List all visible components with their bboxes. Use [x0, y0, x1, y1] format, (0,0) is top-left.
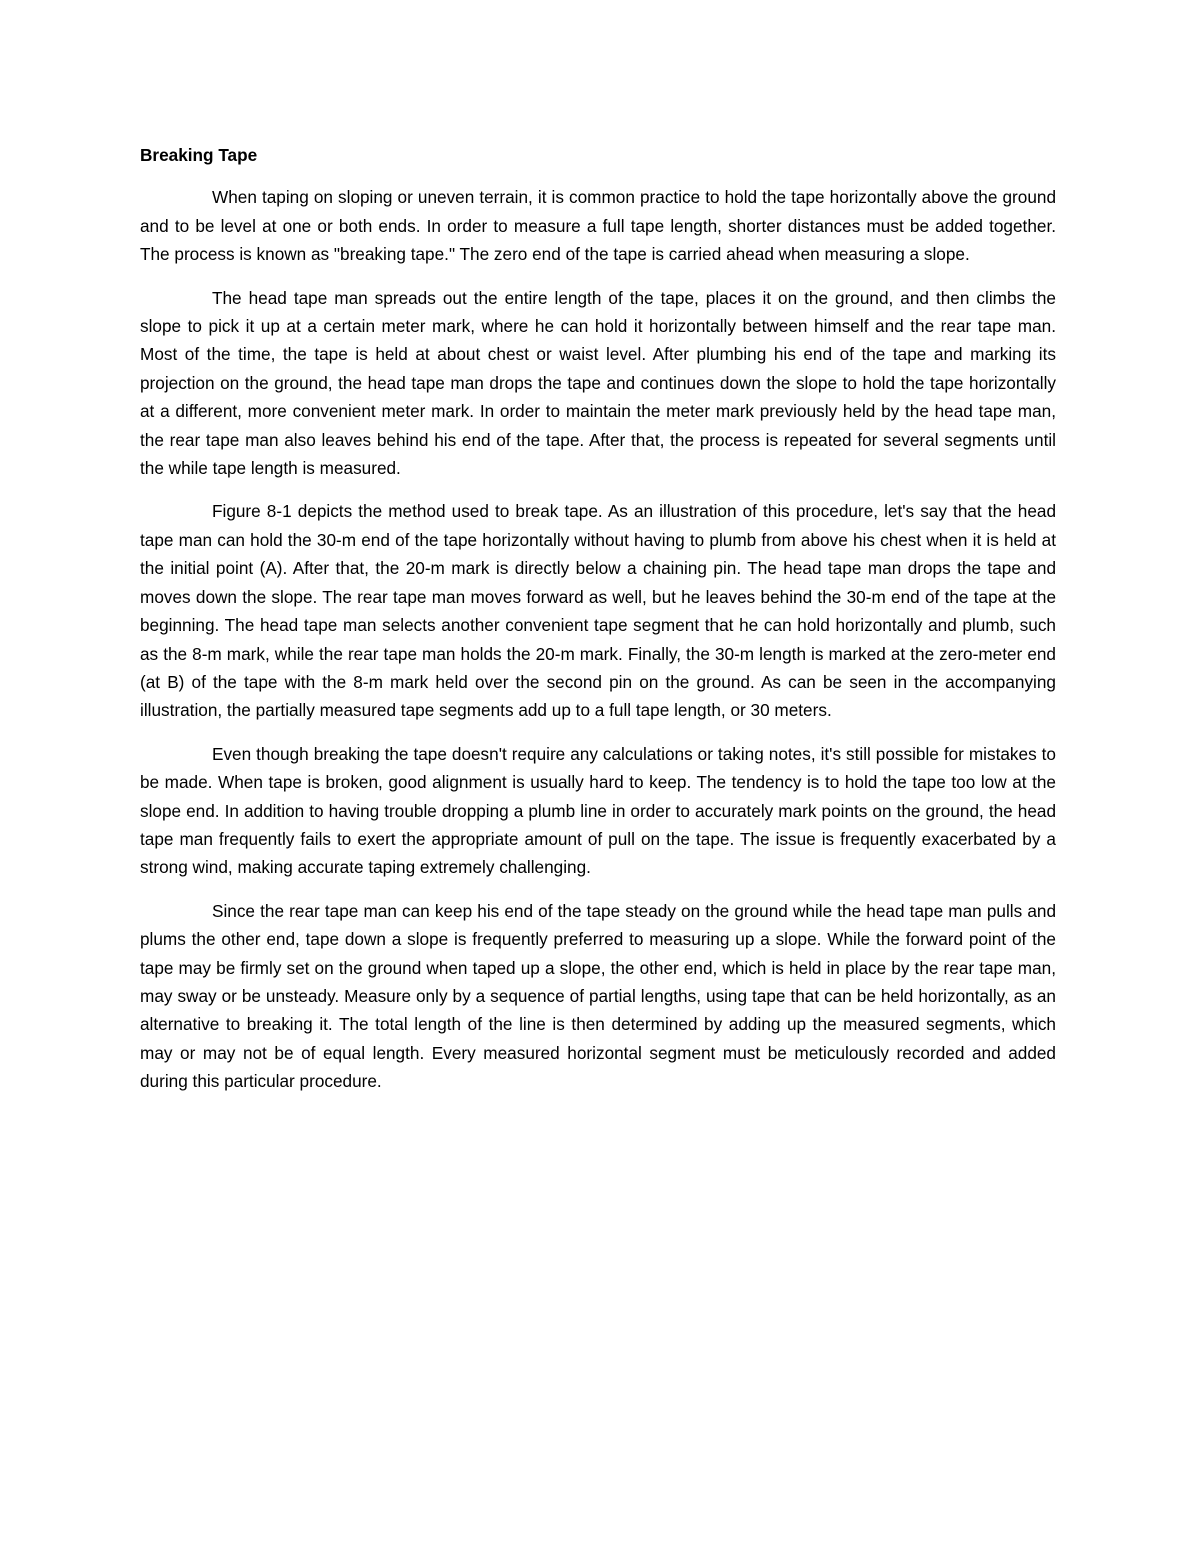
- paragraph-3: Figure 8-1 depicts the method used to break tape. As an illustration of this procedure, let's say that the head tape man can hold the 30-m end of the tape horizontally without having to plumb from above his chest when it is held at the initial point (A). After that, the 20-m mark is directly below a chaining pin. The head tape man drops the tape and moves down the slope. The rear tape man moves forward as well, but he leaves behind the 30-m end of the tape at the beginning. The head tape man selects another convenient tape segment that he can hold horizontally and plumb, such as the 8-m mark, while the rear tape man holds the 20-m mark. Finally, the 30-m length is marked at the zero-meter end (at B) of the tape with the 8-m mark held over the second pin on the ground. As can be seen in the accompanying illustration, the partially measured tape segments add up to a full tape length, or 30 meters.: [140, 501, 1056, 721]
- paragraph-4: Even though breaking the tape doesn't require any calculations or taking notes, it's still possible for mistakes to be made. When tape is broken, good alignment is usually hard to keep. The tendency is to hold the tape too low at the slope end. In addition to having trouble dropping a plumb line in order to accurately mark points on the ground, the head tape man frequently fails to exert the appropriate amount of pull on the tape. The issue is frequently exacerbated by a strong wind, making accurate taping extremely challenging.: [140, 743, 1056, 878]
- paragraph-2: The head tape man spreads out the entire length of the tape, places it on the ground, and then climbs the slope to pick it up at a certain meter mark, where he can hold it horizontally between himself and the rear tape man. Most of the time, the tape is held at about chest or waist level. After plumbing his end of the tape and marking its projection on the ground, the head tape man drops the tape and continues down the slope to hold the tape horizontally at a different, more convenient meter mark. In order to maintain the meter mark previously held by the head tape man, the rear tape man also leaves behind his end of the tape. After that, the process is repeated for several segments until the while tape length is measured.: [140, 287, 1056, 479]
- paragraph-1: When taping on sloping or uneven terrain, it is common practice to hold the tape horizontally above the ground and to be level at one or both ends. In order to measure a full tape length, shorter distances must be added together. The process is known as "breaking tape." The zero end of the tape is carried ahead when measuring a slope.: [140, 187, 1056, 265]
- document-title: Breaking Tape: [140, 145, 258, 165]
- paragraph-5: Since the rear tape man can keep his end of the tape steady on the ground while the head tape man pulls and plums the other end, tape down a slope is frequently preferred to measuring up a slope. While the forward point of the tape may be firmly set on the ground when taped up a slope, the other end, which is held in place by the rear tape man, may sway or be unsteady. Measure only by a sequence of partial lengths, using tape that can be held horizontally, as an alternative to breaking it. The total length of the line is then determined by adding up the measured segments, which may or may not be of equal length. Every measured horizontal segment must be meticulously recorded and added during this particular procedure.: [140, 900, 1056, 1092]
- document-body: [140, 141, 1056, 1111]
